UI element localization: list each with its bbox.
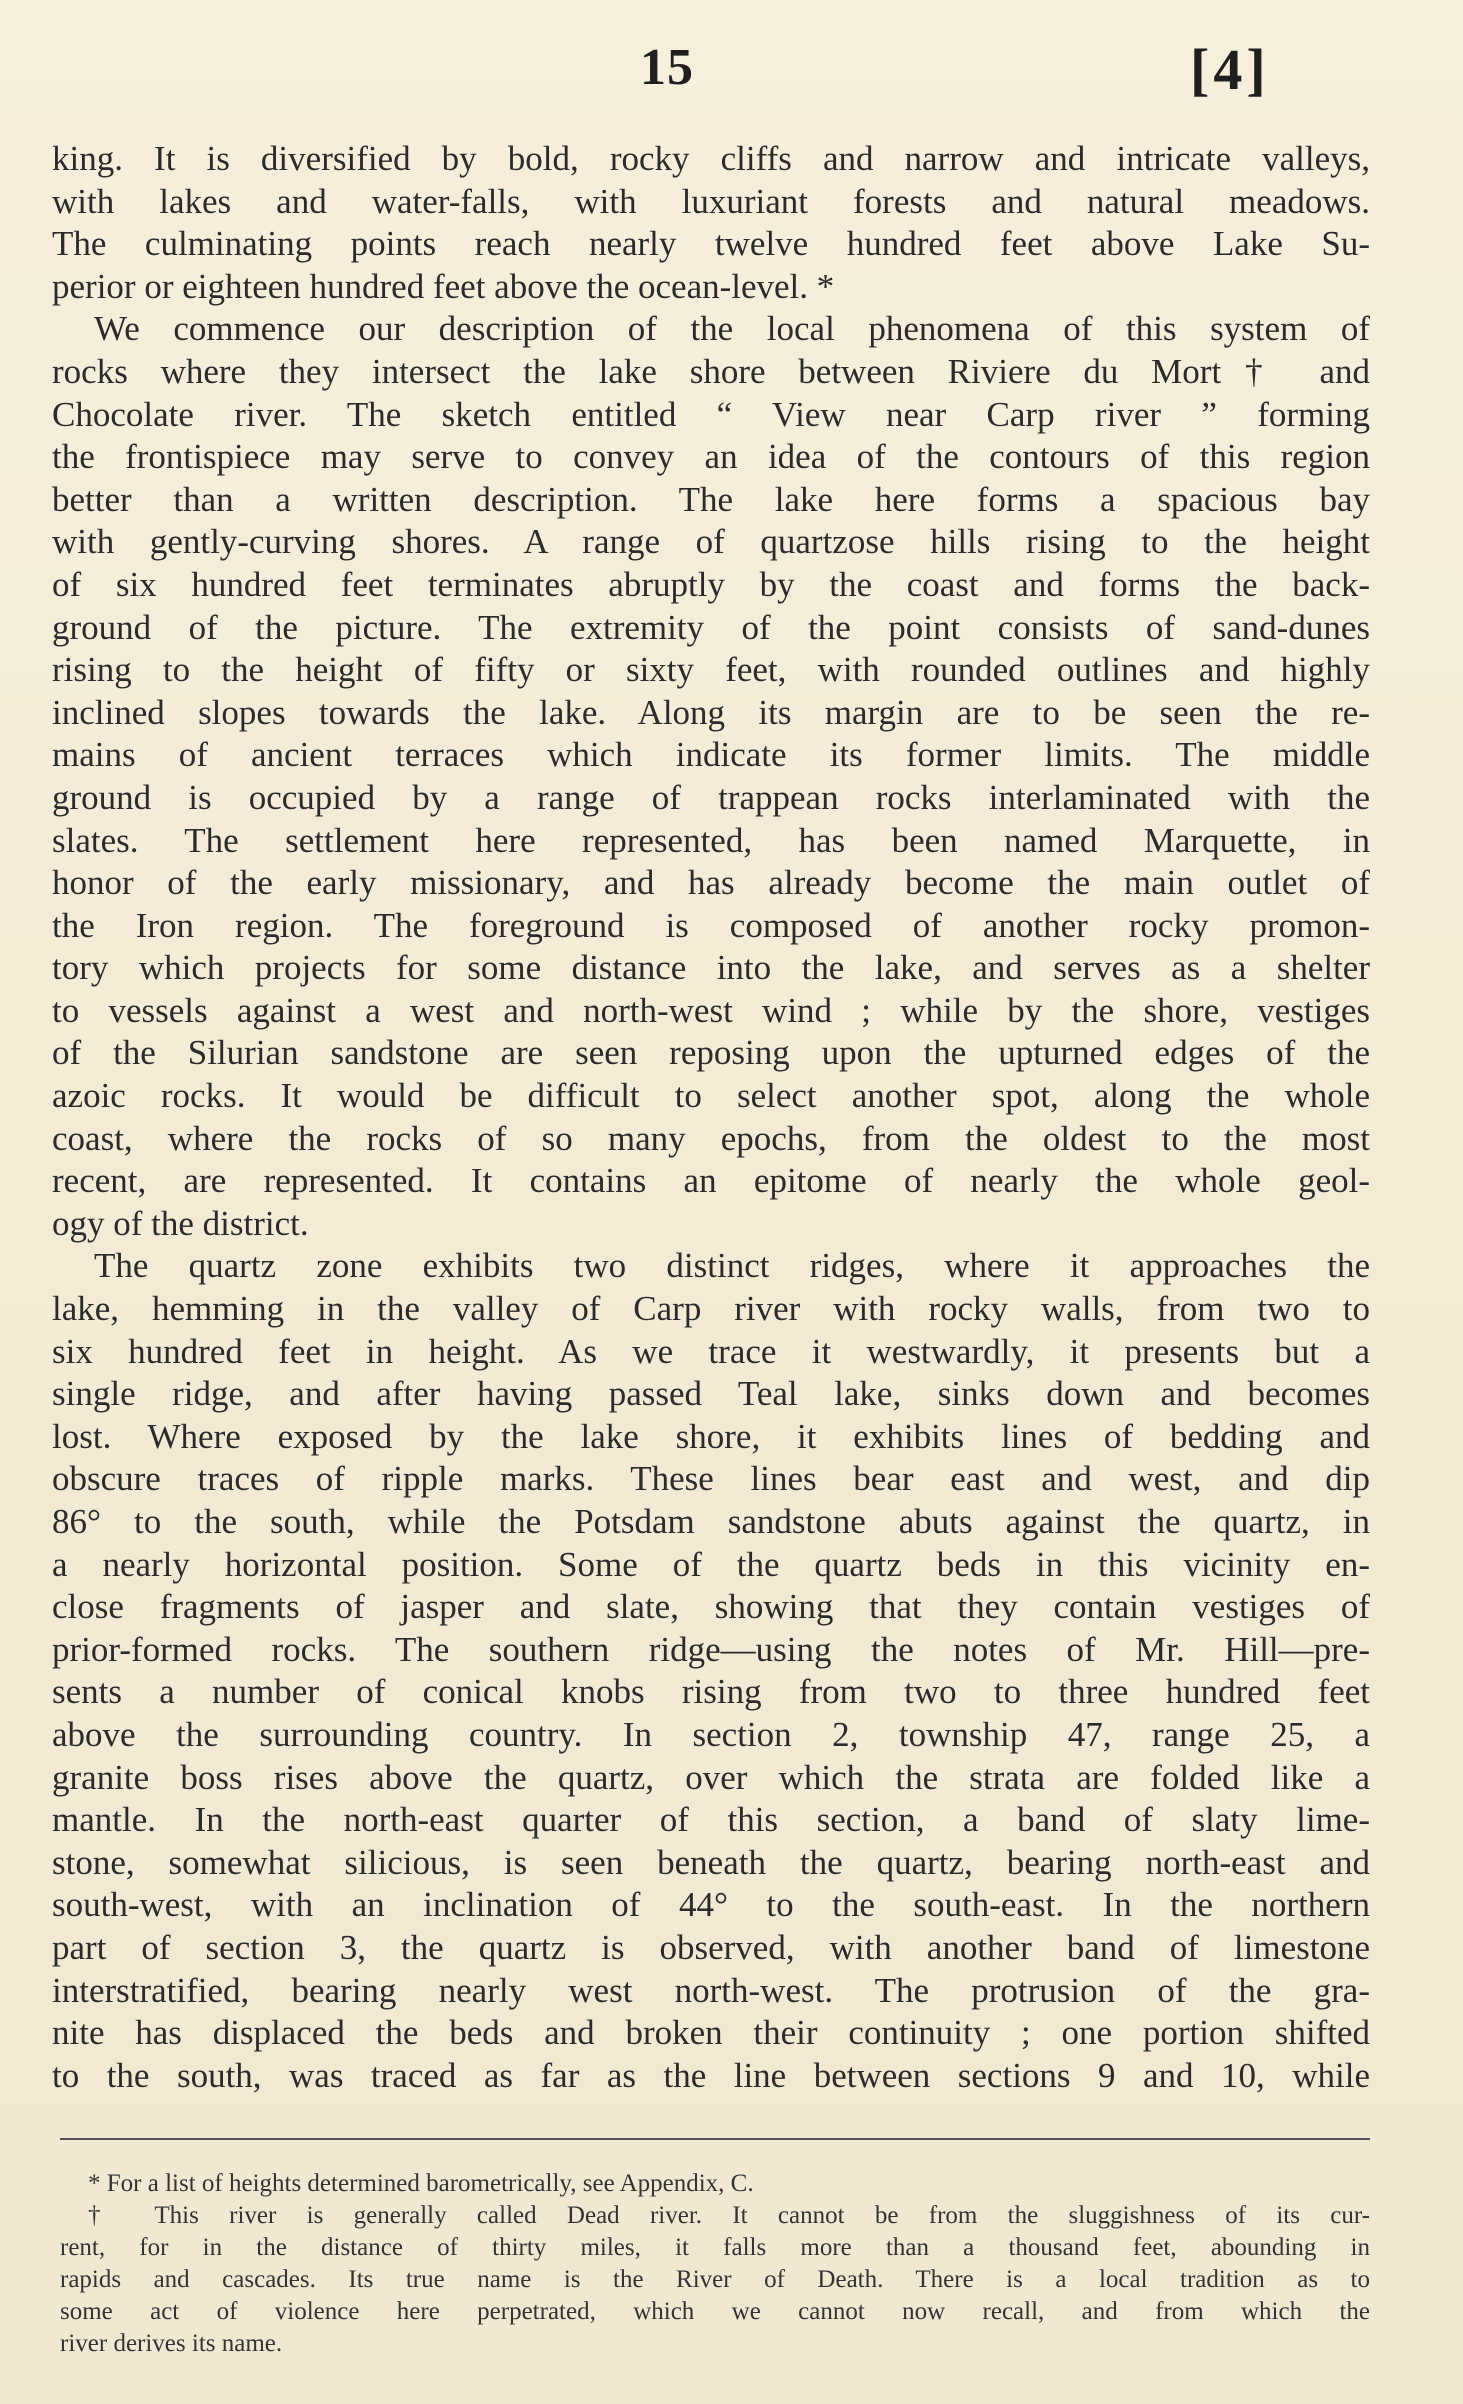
text-line: lost. Where exposed by the lake shore, it exhibits lines of bedding and [52, 1416, 1370, 1456]
text-line: prior-formed rocks. The southern ridge—using the notes of Mr. Hill—pre- [52, 1629, 1370, 1669]
text-line: to the south, was traced as far as the line between sections 9 and 10, while [52, 2055, 1370, 2095]
text-line: obscure traces of ripple marks. These lines bear east and west, and dip [52, 1459, 1370, 1499]
footnotes [60, 2168, 1370, 2360]
text-line: stone, somewhat silicious, is seen beneath the quartz, bearing north-east and [52, 1842, 1370, 1882]
text-line: of six hundred feet terminates abruptly by the coast and forms the back- [52, 564, 1370, 604]
text-line: recent, are represented. It contains an epitome of nearly the whole geol- [52, 1161, 1370, 1201]
footnote-line: rapids and cascades. Its true name is the River of Death. There is a local tradition as to [60, 2266, 1370, 2293]
text-line: honor of the early missionary, and has already become the main outlet of [52, 863, 1370, 903]
text-line: We commence our description of the local phenomena of this system of [94, 309, 1370, 349]
text-line: of the Silurian sandstone are seen reposing upon the upturned edges of the [52, 1033, 1370, 1073]
section-marker: [4] [1190, 37, 1270, 102]
text-line: interstratified, bearing nearly west north-west. The protrusion of the gra- [52, 1970, 1370, 2010]
text-line: granite boss rises above the quartz, over which the strata are folded like a [52, 1757, 1370, 1797]
text-line: six hundred feet in height. As we trace it westwardly, it presents but a [52, 1331, 1370, 1371]
text-line: close fragments of jasper and slate, showing that they contain vestiges of [52, 1587, 1370, 1627]
text-line: king. It is diversified by bold, rocky cliffs and narrow and intricate valleys, [52, 139, 1370, 178]
text-line: 86° to the south, while the Potsdam sandstone abuts against the quartz, in [52, 1502, 1370, 1541]
text-line: ground is occupied by a range of trappean rocks interlaminated with the [52, 777, 1370, 817]
text-line: inclined slopes towards the lake. Along its margin are to be seen the re- [52, 692, 1370, 732]
text-line: azoic rocks. It would be difficult to select another spot, along the whole [52, 1076, 1370, 1116]
text-line: Chocolate river. The sketch entitled “ View near Carp river ” forming [52, 394, 1370, 434]
text-line: perior or eighteen hundred feet above the ocean-level. * [52, 266, 835, 306]
text-line: mantle. In the north-east quarter of this section, a band of slaty lime- [52, 1800, 1370, 1840]
text-line: rising to the height of fifty or sixty feet, with rounded outlines and highly [52, 650, 1370, 690]
text-line: ogy of the district. [52, 1203, 309, 1243]
text-line: to vessels against a west and north-west wind ; while by the shore, vestiges [52, 990, 1370, 1030]
text-line: sents a number of conical knobs rising from two to three hundred feet [52, 1672, 1370, 1712]
text-line: The culminating points reach nearly twelve hundred feet above Lake Su- [52, 224, 1370, 264]
text-line: with gently-curving shores. A range of quartzose hills rising to the height [52, 522, 1370, 562]
footnote-line: some act of violence here perpetrated, which we cannot now recall, and from which the [60, 2298, 1370, 2325]
text-line: with lakes and water-falls, with luxuriant forests and natural meadows. [52, 181, 1370, 221]
text-line: tory which projects for some distance into the lake, and serves as a shelter [52, 948, 1370, 988]
text-line: slates. The settlement here represented, has been named Marquette, in [52, 820, 1370, 860]
text-line: coast, where the rocks of so many epochs, from the oldest to the most [52, 1118, 1370, 1158]
text-line: part of section 3, the quartz is observed, with another band of limestone [52, 1927, 1370, 1967]
text-line: The quartz zone exhibits two distinct ridges, where it approaches the [94, 1246, 1370, 1286]
page-number: 15 [640, 39, 694, 96]
text-line: the Iron region. The foreground is composed of another rocky promon- [52, 905, 1370, 945]
text-line: lake, hemming in the valley of Carp river with rocky walls, from two to [52, 1289, 1370, 1329]
text-line: rocks where they intersect the lake shore between Riviere du Mort† and [52, 351, 1370, 391]
text-line: nite has displaced the beds and broken their continuity ; one portion shifted [52, 2013, 1370, 2053]
body-text [52, 138, 1370, 2097]
footnote-line: † This river is generally called Dead river. It cannot be from the sluggishness of its cur- [88, 2202, 1370, 2229]
text-line: single ridge, and after having passed Teal lake, sinks down and becomes [52, 1374, 1370, 1414]
footnote-line: * For a list of heights determined barometrically, see Appendix, C. [88, 2170, 754, 2197]
text-line: south-west, with an inclination of 44° to the south-east. In the northern [52, 1885, 1370, 1925]
text-line: the frontispiece may serve to convey an idea of the contours of this region [52, 437, 1370, 477]
text-line: mains of ancient terraces which indicate its former limits. The middle [52, 735, 1370, 775]
footnote-divider [60, 2138, 1370, 2140]
footnote-line: river derives its name. [60, 2330, 283, 2357]
page-header [0, 28, 1463, 108]
text-line: better than a written description. The lake here forms a spacious bay [52, 479, 1370, 519]
text-line: a nearly horizontal position. Some of the quartz beds in this vicinity en- [52, 1544, 1370, 1584]
text-line: ground of the picture. The extremity of the point consists of sand-dunes [52, 607, 1370, 647]
text-line: above the surrounding country. In section 2, township 47, range 25, a [52, 1714, 1370, 1754]
footnote-line: rent, for in the distance of thirty miles, it falls more than a thousand feet, abounding in [60, 2234, 1370, 2261]
